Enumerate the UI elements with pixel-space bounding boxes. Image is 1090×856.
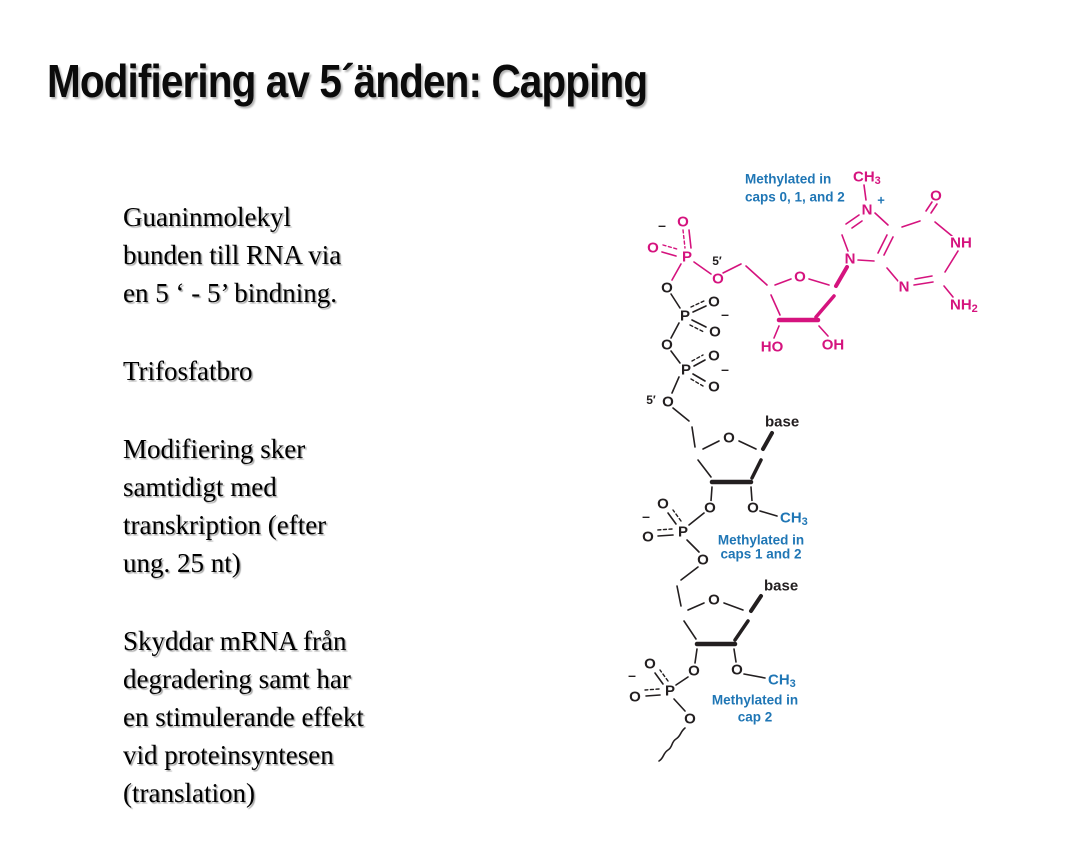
atom-label-o: O bbox=[657, 495, 669, 513]
atom-label-p: P bbox=[681, 248, 693, 266]
atom-label-o: O bbox=[647, 239, 659, 257]
atom-labels bbox=[628, 169, 978, 728]
atom-label-n: N bbox=[844, 250, 856, 268]
atom-label-o: O bbox=[629, 688, 641, 706]
text-line: samtidigt med bbox=[123, 472, 277, 502]
text-line: bunden till RNA via bbox=[123, 240, 342, 270]
atom-label-o: O bbox=[794, 268, 806, 286]
slide-title: Modifiering av 5´änden: Capping bbox=[47, 55, 648, 107]
atom-label-ch: $CH_3$ bbox=[768, 671, 796, 690]
atom-label-o: O bbox=[708, 347, 720, 365]
atom-label-o: O bbox=[661, 336, 673, 354]
methylation-annotation-line: Methylated in bbox=[745, 171, 832, 187]
atom-label-base: base bbox=[765, 413, 800, 431]
paragraph bbox=[123, 622, 543, 812]
atom-label-o: O bbox=[731, 661, 743, 679]
atom-label-ho: HO bbox=[760, 338, 784, 356]
atom-label-o: O bbox=[709, 323, 721, 341]
cap-structure-diagram bbox=[615, 150, 1085, 780]
atom-label-o: O bbox=[708, 378, 720, 396]
atom-label-o: O bbox=[642, 528, 654, 546]
atom-label-5minus: 5′ bbox=[712, 254, 722, 268]
text-line: Trifosfatbro bbox=[123, 356, 253, 386]
atom-label-ch: $CH_3$ bbox=[853, 168, 881, 187]
text-line: transkription (efter bbox=[123, 510, 327, 540]
methylation-annotation-line: caps 0, 1, and 2 bbox=[745, 189, 845, 205]
chemical-structure-svg bbox=[615, 150, 1085, 780]
text-line: en stimulerande effekt bbox=[123, 702, 364, 732]
methylation-annotation-line: Methylated in bbox=[717, 532, 805, 548]
atom-label-minus: – bbox=[642, 508, 650, 524]
text-line: Modifiering sker bbox=[123, 434, 306, 464]
atom-label-minus: – bbox=[721, 306, 729, 322]
text-line: Guaninmolekyl bbox=[123, 202, 291, 232]
text-line: degradering samt har bbox=[123, 664, 351, 694]
methylation-annotation-line: caps 1 and 2 bbox=[720, 546, 802, 562]
atom-label-o: O bbox=[644, 655, 656, 673]
text-line: (translation) bbox=[123, 778, 255, 808]
text-line: Skyddar mRNA från bbox=[123, 626, 347, 656]
methylation-annotation-line: cap 2 bbox=[737, 709, 773, 725]
atom-label-o: O bbox=[688, 662, 700, 680]
atom-label-ch: $CH_3$ bbox=[780, 509, 808, 528]
atom-label-nh: NH bbox=[950, 234, 972, 252]
atom-label-oh: OH bbox=[821, 336, 845, 354]
paragraph bbox=[123, 198, 543, 312]
atom-label-o: O bbox=[708, 293, 720, 311]
atom-label-+: + bbox=[877, 192, 885, 208]
atom-label-base: base bbox=[764, 577, 799, 595]
text-line: vid proteinsyntesen bbox=[123, 740, 334, 770]
atom-label-minus: – bbox=[628, 667, 636, 683]
atom-label-o: O bbox=[747, 499, 759, 517]
text-line: en 5 ‘ - 5’ bindning. bbox=[123, 278, 337, 308]
annotation-labels bbox=[712, 172, 845, 725]
atom-label-nh: $NH_2$ bbox=[950, 296, 978, 315]
chain-continues-squiggle bbox=[659, 728, 685, 761]
atom-label-p: P bbox=[679, 307, 691, 325]
atom-label-n: N bbox=[861, 201, 873, 219]
atom-label-n: N bbox=[898, 278, 910, 296]
atom-label-5minus: 5′ bbox=[646, 393, 656, 407]
atom-label-o: O bbox=[661, 279, 673, 297]
methylation-annotation-line: Methylated in bbox=[711, 692, 799, 708]
text-line: ung. 25 nt) bbox=[123, 548, 241, 578]
atom-label-o: O bbox=[677, 213, 689, 231]
paragraph bbox=[123, 352, 543, 390]
atom-label-p: P bbox=[664, 682, 676, 700]
body-text bbox=[123, 198, 543, 852]
atom-label-p: P bbox=[677, 523, 689, 541]
atom-label-o: O bbox=[662, 393, 674, 411]
paragraph bbox=[123, 430, 543, 582]
atom-label-minus: – bbox=[721, 361, 729, 377]
atom-label-o: O bbox=[723, 429, 735, 447]
atom-label-o: O bbox=[930, 187, 942, 205]
atom-label-o: O bbox=[704, 499, 716, 517]
atom-label-o: O bbox=[712, 270, 724, 288]
atom-label-minus: – bbox=[658, 217, 666, 233]
atom-label-o: O bbox=[708, 591, 720, 609]
atom-label-o: O bbox=[684, 710, 696, 728]
atom-label-o: O bbox=[697, 551, 709, 569]
atom-label-p: P bbox=[680, 361, 692, 379]
